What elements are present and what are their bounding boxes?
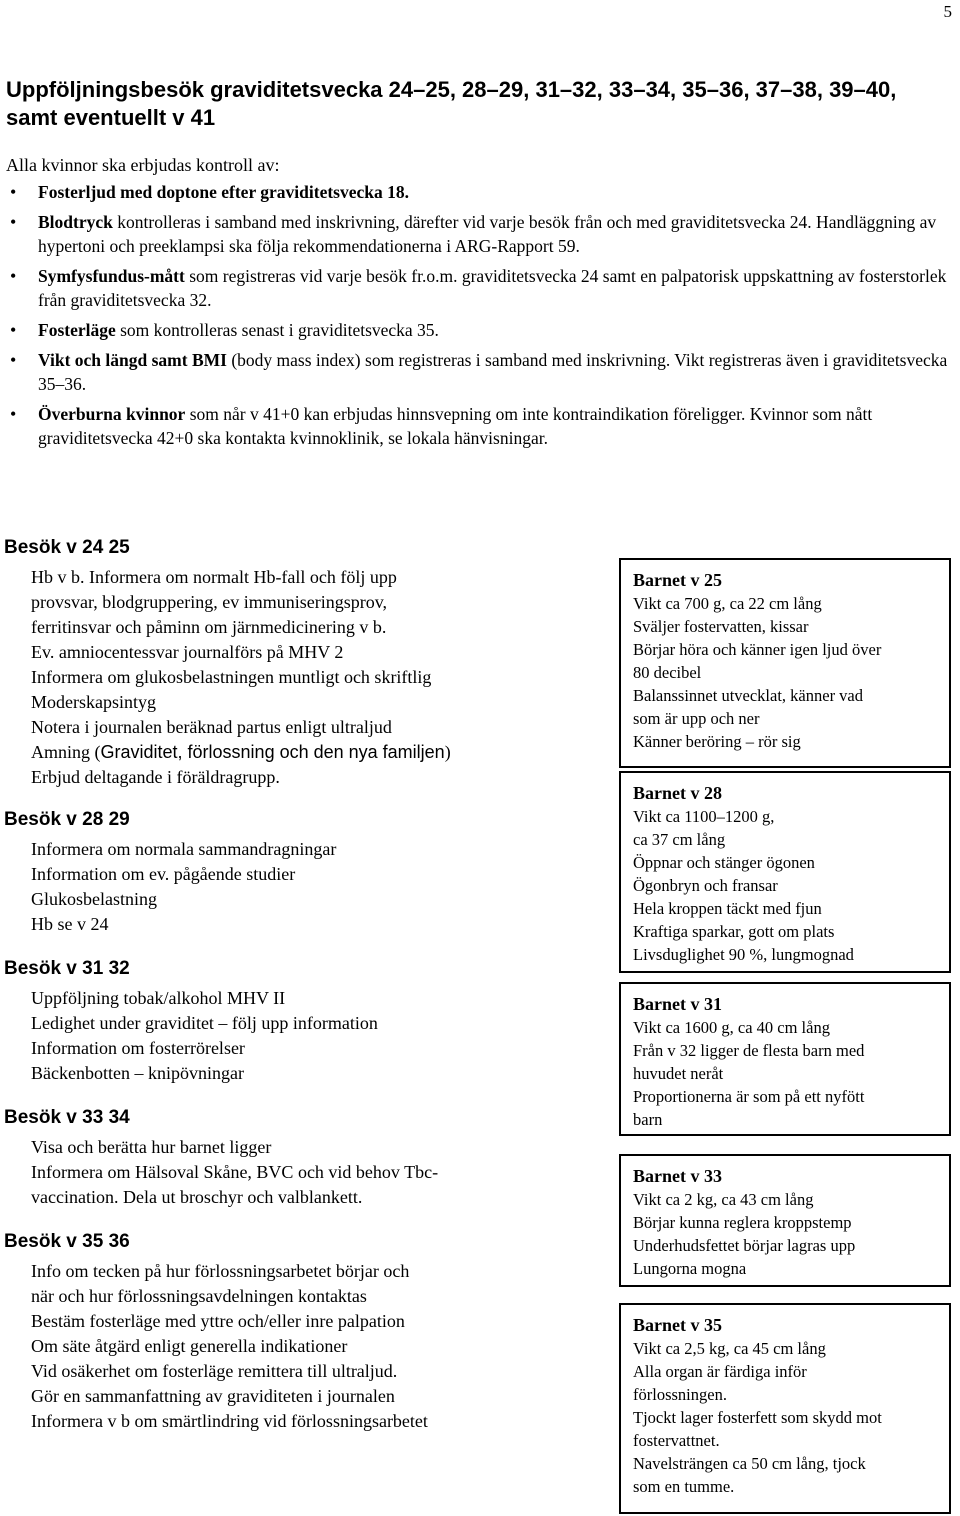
visit-line: ferritinsvar och påminn om järnmedicinering v b. bbox=[31, 617, 387, 637]
amning-post: ) bbox=[444, 742, 451, 762]
visit-line: Uppföljning tobak/alkohol MHV II bbox=[31, 988, 286, 1008]
bullet-text: som kontrolleras senast i graviditetsvecka 35. bbox=[115, 320, 439, 340]
list-item bbox=[6, 348, 952, 396]
fetus-box bbox=[619, 558, 951, 768]
fetus-line: Ögonbryn och fransar bbox=[633, 876, 778, 895]
visit-heading: Besök v 31 32 bbox=[4, 958, 130, 979]
visit-line: Information om fosterrörelser bbox=[31, 1038, 245, 1058]
checklist bbox=[6, 180, 952, 456]
fetus-line: Livsduglighet 90 %, lungmognad bbox=[633, 945, 854, 964]
visit-line: Ev. amniocentessvar journalförs på MHV 2 bbox=[31, 642, 344, 662]
fetus-line: Lungorna mogna bbox=[633, 1259, 747, 1278]
visit-line: Info om tecken på hur förlossningsarbetet börjar och bbox=[31, 1261, 410, 1281]
visit-line: Vid osäkerhet om fosterläge remittera till ultraljud. bbox=[31, 1361, 398, 1381]
fetus-box-heading: Barnet v 33 bbox=[633, 1166, 722, 1186]
fetus-box bbox=[619, 771, 951, 973]
fetus-line: 80 decibel bbox=[633, 663, 702, 682]
bullet-term: Blodtryck bbox=[38, 212, 113, 232]
fetus-line: Underhudsfettet börjar lagras upp bbox=[633, 1236, 856, 1255]
visit-line: Bestäm fosterläge med yttre och/eller inre palpation bbox=[31, 1311, 405, 1331]
list-item bbox=[6, 402, 952, 450]
visit-line: Moderskapsintyg bbox=[31, 692, 156, 712]
fetus-line: ca 37 cm lång bbox=[633, 830, 726, 849]
fetus-line: Navelsträngen ca 50 cm lång, tjock bbox=[633, 1454, 866, 1473]
visit-line: Information om ev. pågående studier bbox=[31, 864, 296, 884]
fetus-line: Vikt ca 2,5 kg, ca 45 cm lång bbox=[633, 1339, 826, 1358]
visit-heading: Besök v 33 34 bbox=[4, 1107, 130, 1128]
visit-heading: Besök v 28 29 bbox=[4, 809, 130, 830]
fetus-line: Proportionerna är som på ett nyfött bbox=[633, 1087, 865, 1106]
fetus-line: Sväljer fostervatten, kissar bbox=[633, 617, 809, 636]
fetus-line: Känner beröring – rör sig bbox=[633, 732, 801, 751]
visit-line: Erbjud deltagande i föräldragrupp. bbox=[31, 767, 280, 787]
fetus-line: huvudet neråt bbox=[633, 1064, 724, 1083]
visit-line: Bäckenbotten – knipövningar bbox=[31, 1063, 244, 1083]
bullet-term: Fosterljud med doptone efter graviditetsvecka 18. bbox=[38, 182, 410, 202]
bullet-text: (body mass index) som registreras i samband med inskrivning. Vikt registreras även i graviditetsvecka 35–36. bbox=[38, 350, 948, 394]
fetus-line: Från v 32 ligger de flesta barn med bbox=[633, 1041, 865, 1060]
brochure-title: Graviditet, förlossning och den nya familjen bbox=[100, 742, 445, 762]
visit-sections bbox=[4, 536, 594, 1434]
visit-line bbox=[31, 740, 594, 765]
intro-text: Alla kvinnor ska erbjudas kontroll av: bbox=[6, 155, 280, 175]
visit-section bbox=[4, 808, 594, 937]
fetus-line: Vikt ca 1600 g, ca 40 cm lång bbox=[633, 1018, 830, 1037]
visit-section bbox=[4, 1106, 594, 1210]
bullet-text: som registreras vid varje besök fr.o.m. graviditetsvecka 24 samt en palpatorisk uppskattning av fosterstorlek från graviditetsvecka 32. bbox=[38, 266, 947, 310]
fetus-box-heading: Barnet v 31 bbox=[633, 994, 722, 1014]
fetus-line: Öppnar och stänger ögonen bbox=[633, 853, 815, 872]
fetus-box-heading: Barnet v 35 bbox=[633, 1315, 722, 1335]
bullet-text: som når v 41+0 kan erbjudas hinnsvepning om inte kontraindikation föreligger. Kvinnor som nått graviditetsvecka 42+0 ska kontakta kvinnoklinik, se lokala hänvisningar. bbox=[38, 404, 873, 448]
list-item bbox=[6, 210, 952, 258]
bullet-term: Vikt och längd samt BMI bbox=[38, 350, 227, 370]
visit-line: Informera v b om smärtlindring vid förlossningsarbetet bbox=[31, 1411, 428, 1431]
page-title: Uppföljningsbesök graviditetsvecka 24–25, 28–29, 31–32, 33–34, 35–36, 37–38, 39–40, samt eventuellt v 41 bbox=[6, 77, 897, 130]
visit-line: Hb se v 24 bbox=[31, 914, 109, 934]
list-item bbox=[6, 318, 952, 342]
visit-section bbox=[4, 1230, 594, 1434]
fetus-box bbox=[619, 1303, 951, 1514]
page-number: 5 bbox=[943, 2, 952, 21]
list-item bbox=[6, 264, 952, 312]
fetus-box-heading: Barnet v 25 bbox=[633, 570, 722, 590]
fetus-line: Kraftiga sparkar, gott om plats bbox=[633, 922, 835, 941]
visit-line: vaccination. Dela ut broschyr och valblankett. bbox=[31, 1187, 363, 1207]
fetus-line: Hela kroppen täckt med fjun bbox=[633, 899, 822, 918]
visit-line: Glukosbelastning bbox=[31, 889, 157, 909]
visit-line: Informera om Hälsoval Skåne, BVC och vid behov Tbc- bbox=[31, 1162, 439, 1182]
fetus-line: barn bbox=[633, 1110, 663, 1129]
fetus-line: Balanssinnet utvecklat, känner vad bbox=[633, 686, 864, 705]
visit-section bbox=[4, 536, 594, 790]
visit-line: Visa och berätta hur barnet ligger bbox=[31, 1137, 272, 1157]
visit-line: Ledighet under graviditet – följ upp information bbox=[31, 1013, 378, 1033]
fetus-line: Vikt ca 700 g, ca 22 cm lång bbox=[633, 594, 822, 613]
fetus-line: Vikt ca 2 kg, ca 43 cm lång bbox=[633, 1190, 814, 1209]
fetus-box-heading: Barnet v 28 bbox=[633, 783, 722, 803]
fetus-line: förlossningen. bbox=[633, 1385, 727, 1404]
fetus-line: Vikt ca 1100–1200 g, bbox=[633, 807, 775, 826]
visit-line: Om säte åtgärd enligt generella indikationer bbox=[31, 1336, 348, 1356]
visit-line: Informera om normala sammandragningar bbox=[31, 839, 337, 859]
visit-line: Informera om glukosbelastningen muntligt och skriftlig bbox=[31, 667, 432, 687]
visit-section bbox=[4, 957, 594, 1086]
visit-heading: Besök v 24 25 bbox=[4, 537, 130, 558]
bullet-term: Fosterläge bbox=[38, 320, 116, 340]
fetus-line: Tjockt lager fosterfett som skydd mot bbox=[633, 1408, 882, 1427]
visit-line: när och hur förlossningsavdelningen kontaktas bbox=[31, 1286, 367, 1306]
fetus-line: Börjar höra och känner igen ljud över bbox=[633, 640, 882, 659]
bullet-term: Överburna kvinnor bbox=[38, 404, 186, 424]
fetus-box bbox=[619, 1154, 951, 1287]
bullet-term: Symfysfundus-mått bbox=[38, 266, 185, 286]
fetus-line: Alla organ är färdiga inför bbox=[633, 1362, 807, 1381]
amning-pre: Amning ( bbox=[31, 742, 101, 762]
visit-line: Hb v b. Informera om normalt Hb-fall och följ upp bbox=[31, 567, 397, 587]
fetus-line: som en tumme. bbox=[633, 1477, 735, 1496]
visit-line: Notera i journalen beräknad partus enligt ultraljud bbox=[31, 717, 392, 737]
fetus-line: som är upp och ner bbox=[633, 709, 760, 728]
bullet-text: kontrolleras i samband med inskrivning, därefter vid varje besök från och med graviditetsvecka 24. Handläggning av hypertoni och preeklampsi ska följa rekommendationerna i ARG-Rapport 59. bbox=[38, 212, 937, 256]
fetus-line: Börjar kunna reglera kroppstemp bbox=[633, 1213, 852, 1232]
fetus-line: fostervattnet. bbox=[633, 1431, 720, 1450]
visit-line: Gör en sammanfattning av graviditeten i journalen bbox=[31, 1386, 395, 1406]
fetus-box bbox=[619, 982, 951, 1136]
list-item bbox=[6, 180, 952, 204]
visit-heading: Besök v 35 36 bbox=[4, 1231, 130, 1252]
visit-line: provsvar, blodgruppering, ev immuniseringsprov, bbox=[31, 592, 388, 612]
